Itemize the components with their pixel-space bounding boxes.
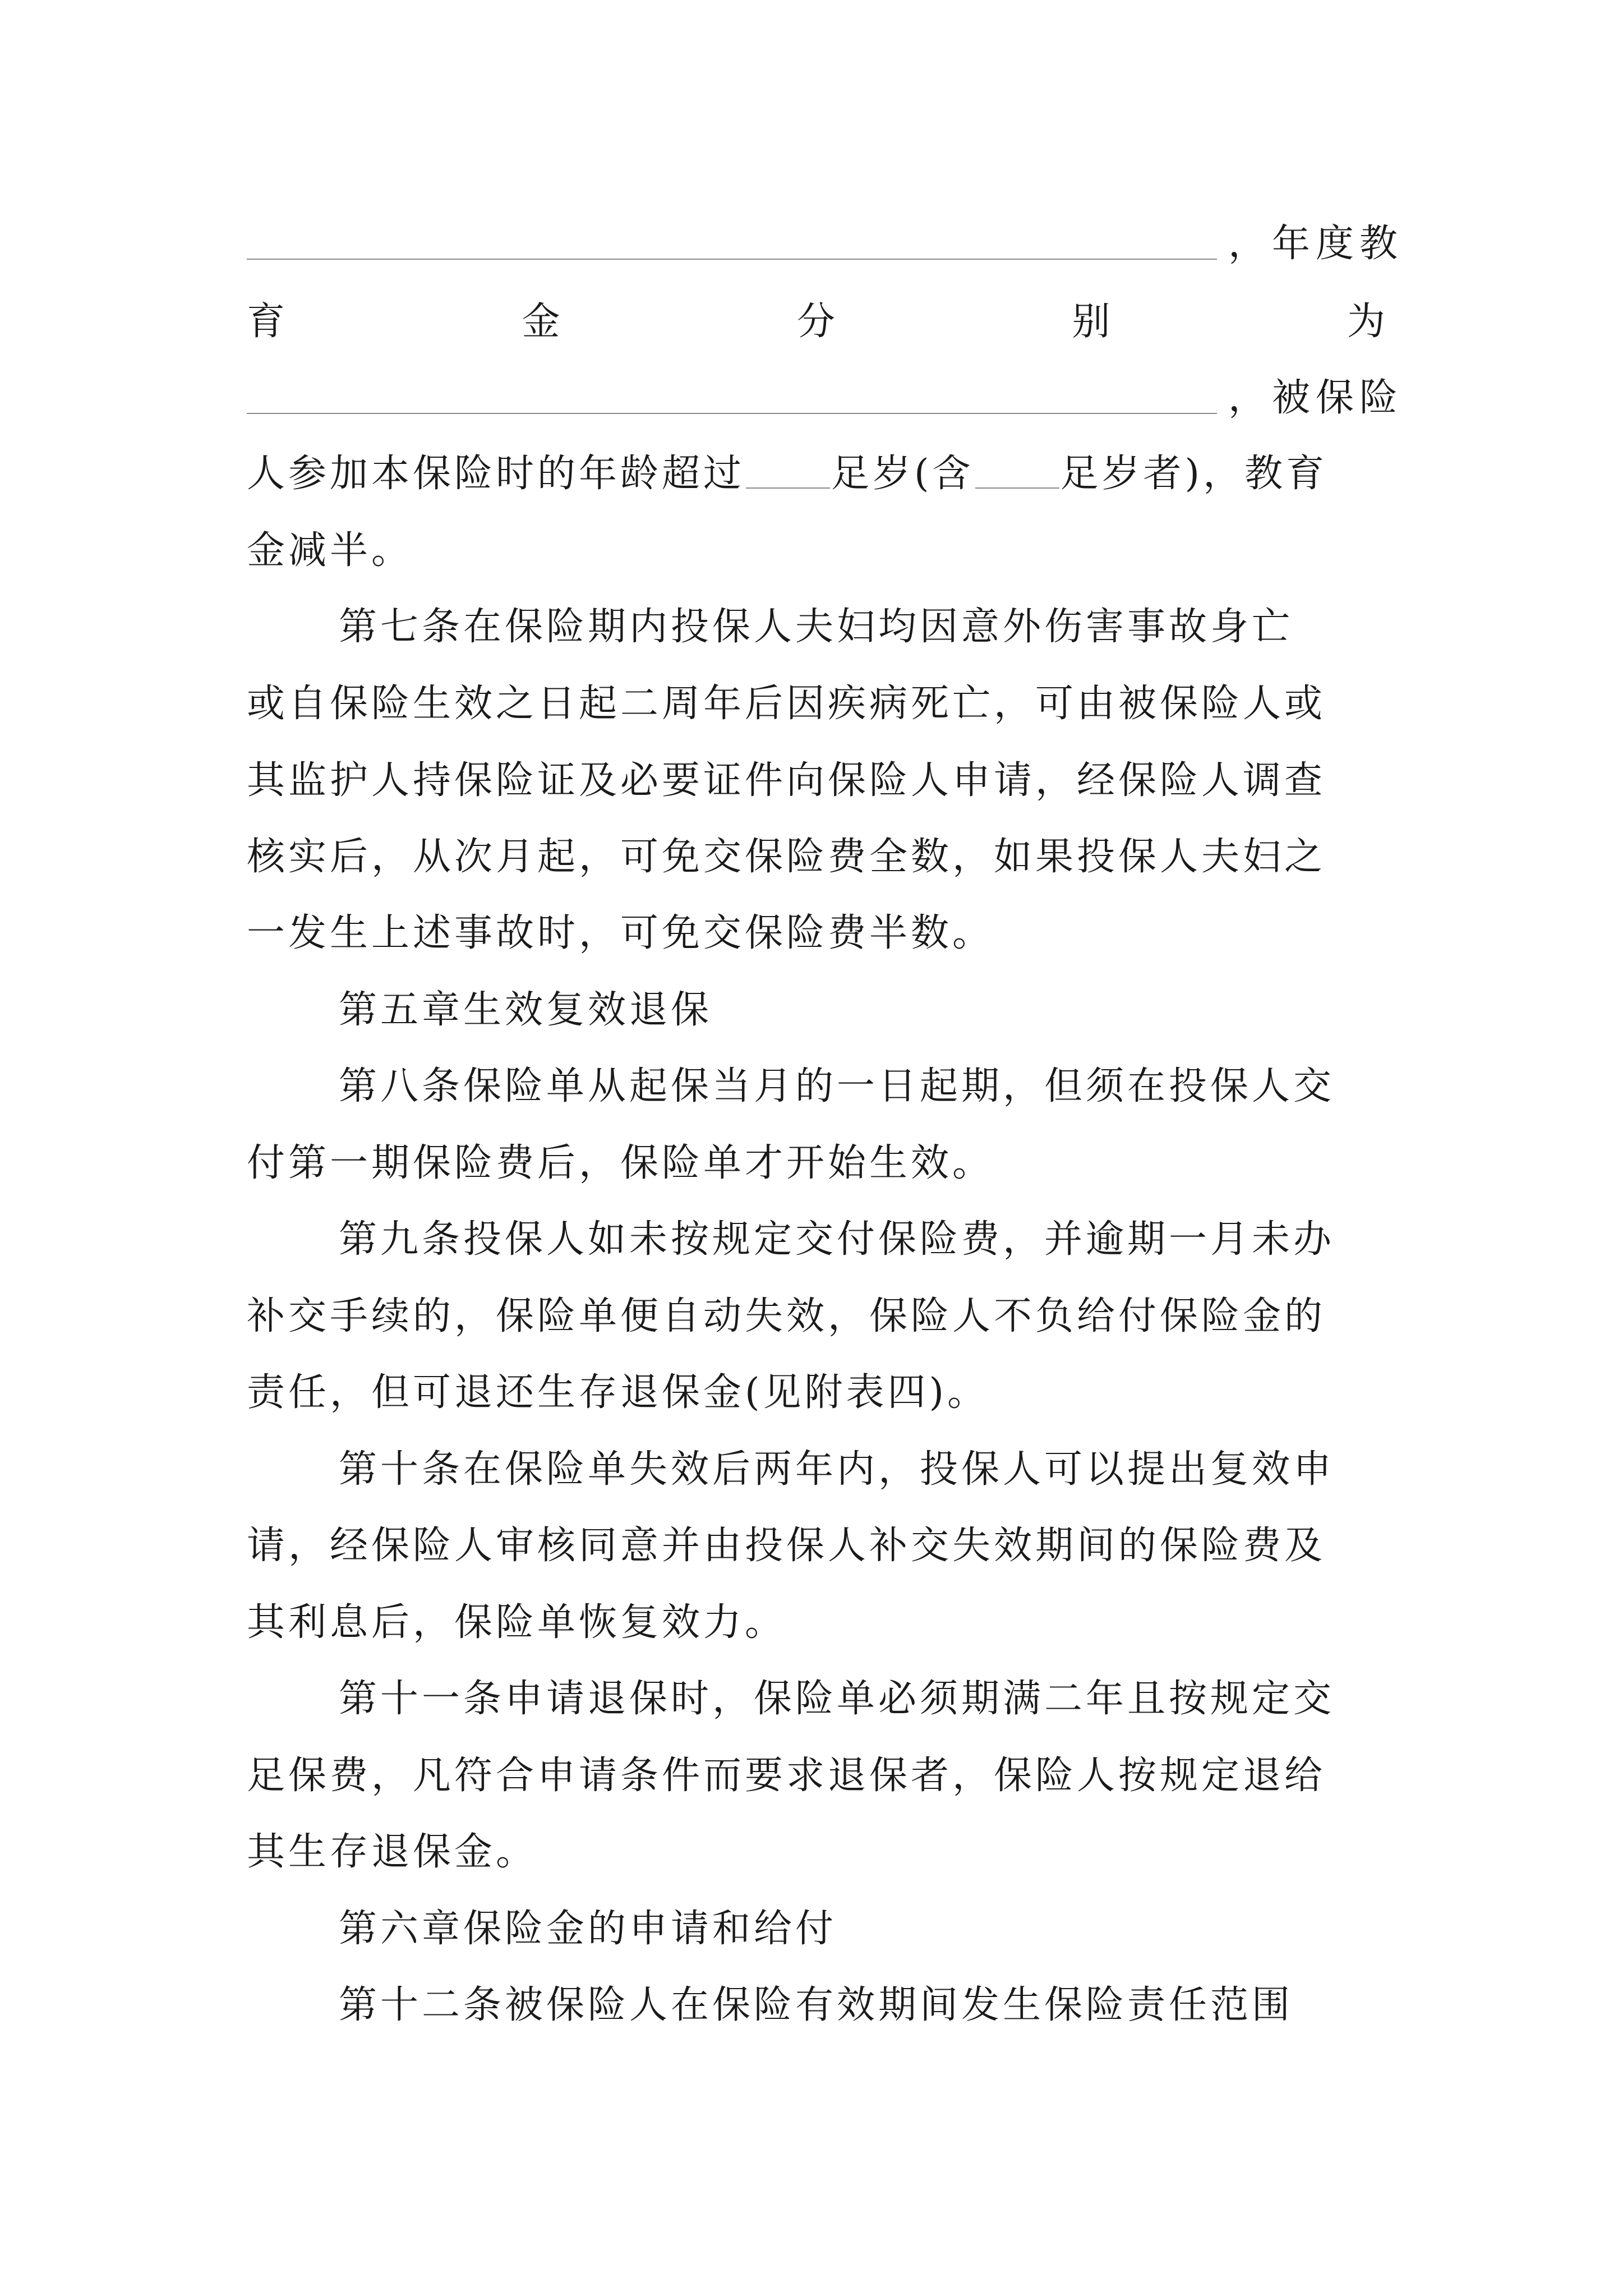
spaced-char: 别: [1072, 300, 1110, 344]
spaced-char: 育: [247, 300, 285, 344]
article-11-line: 第十一条申请退保时，保险单必须期满二年且按规定交: [339, 1677, 1335, 1721]
text-fragment: ，年度教: [1228, 222, 1404, 266]
fill-in-blank: [975, 487, 1059, 489]
age-condition-line: [247, 446, 1385, 502]
article-11-line: 其生存退保金。: [247, 1830, 538, 1874]
article-7-line: 或自保险生效之日起二周年后因疾病死亡，可由被保险人或: [247, 682, 1326, 726]
spaced-char: 为: [1347, 300, 1385, 344]
article-10-line: 第十条在保险单失效后两年内，投保人可以提出复效申: [339, 1447, 1335, 1492]
insured-blank-line: [247, 370, 1404, 426]
text-fragment: 人参加本保险时的年龄超过: [247, 452, 745, 496]
article-10-line: 其利息后，保险单恢复效力。: [247, 1600, 787, 1645]
article-7-line: 第七条在保险期内投保人夫妇均因意外伤害事故身亡: [339, 605, 1294, 649]
fill-in-blank: [746, 487, 830, 489]
article-10-line: 请，经保险人审核同意并由投保人补交失效期间的保险费及: [247, 1524, 1326, 1568]
article-9-line: 第九条投保人如未按规定交付保险费，并逾期一月未办: [339, 1217, 1335, 1262]
spaced-char: 分: [796, 300, 835, 344]
article-9-line: 补交手续的，保险单便自动失效，保险人不负给付保险金的: [247, 1294, 1326, 1338]
text-fragment: 足岁者)，教育: [1060, 452, 1328, 496]
article-7-line: 一发生上述事故时，可免交保险费半数。: [247, 911, 994, 955]
fill-in-blank: [247, 259, 1217, 260]
paragraph-line: 金减半。: [247, 528, 413, 573]
article-11-line: 足保费，凡符合申请条件而要求退保者，保险人按规定退给: [247, 1754, 1326, 1798]
article-8-line: 付第一期保险费后，保险单才开始生效。: [247, 1141, 994, 1185]
edu-fund-blank-line: [247, 216, 1404, 272]
fill-in-blank: [247, 413, 1217, 414]
article-9-line: 责任，但可退还生存退保金(见附表四)。: [247, 1370, 989, 1415]
article-7-line: 其监护人持保险证及必要证件向保险人申请，经保险人调查: [247, 758, 1326, 803]
article-8-line: 第八条保险单从起保当月的一日起期，但须在投保人交: [339, 1064, 1335, 1108]
text-fragment: 足岁(含: [831, 452, 974, 496]
chapter-5-heading: 第五章生效复效退保: [339, 988, 713, 1032]
article-12-line: 第十二条被保险人在保险有效期间发生保险责任范围: [339, 1983, 1294, 2027]
chapter-6-heading: 第六章保险金的申请和给付: [339, 1907, 837, 1951]
text-fragment: ，被保险: [1228, 376, 1404, 420]
article-7-line: 核实后，从次月起，可免交保险费全数，如果投保人夫妇之: [247, 835, 1326, 879]
spaced-text-line: [247, 294, 1385, 350]
spaced-char: 金: [522, 300, 560, 344]
